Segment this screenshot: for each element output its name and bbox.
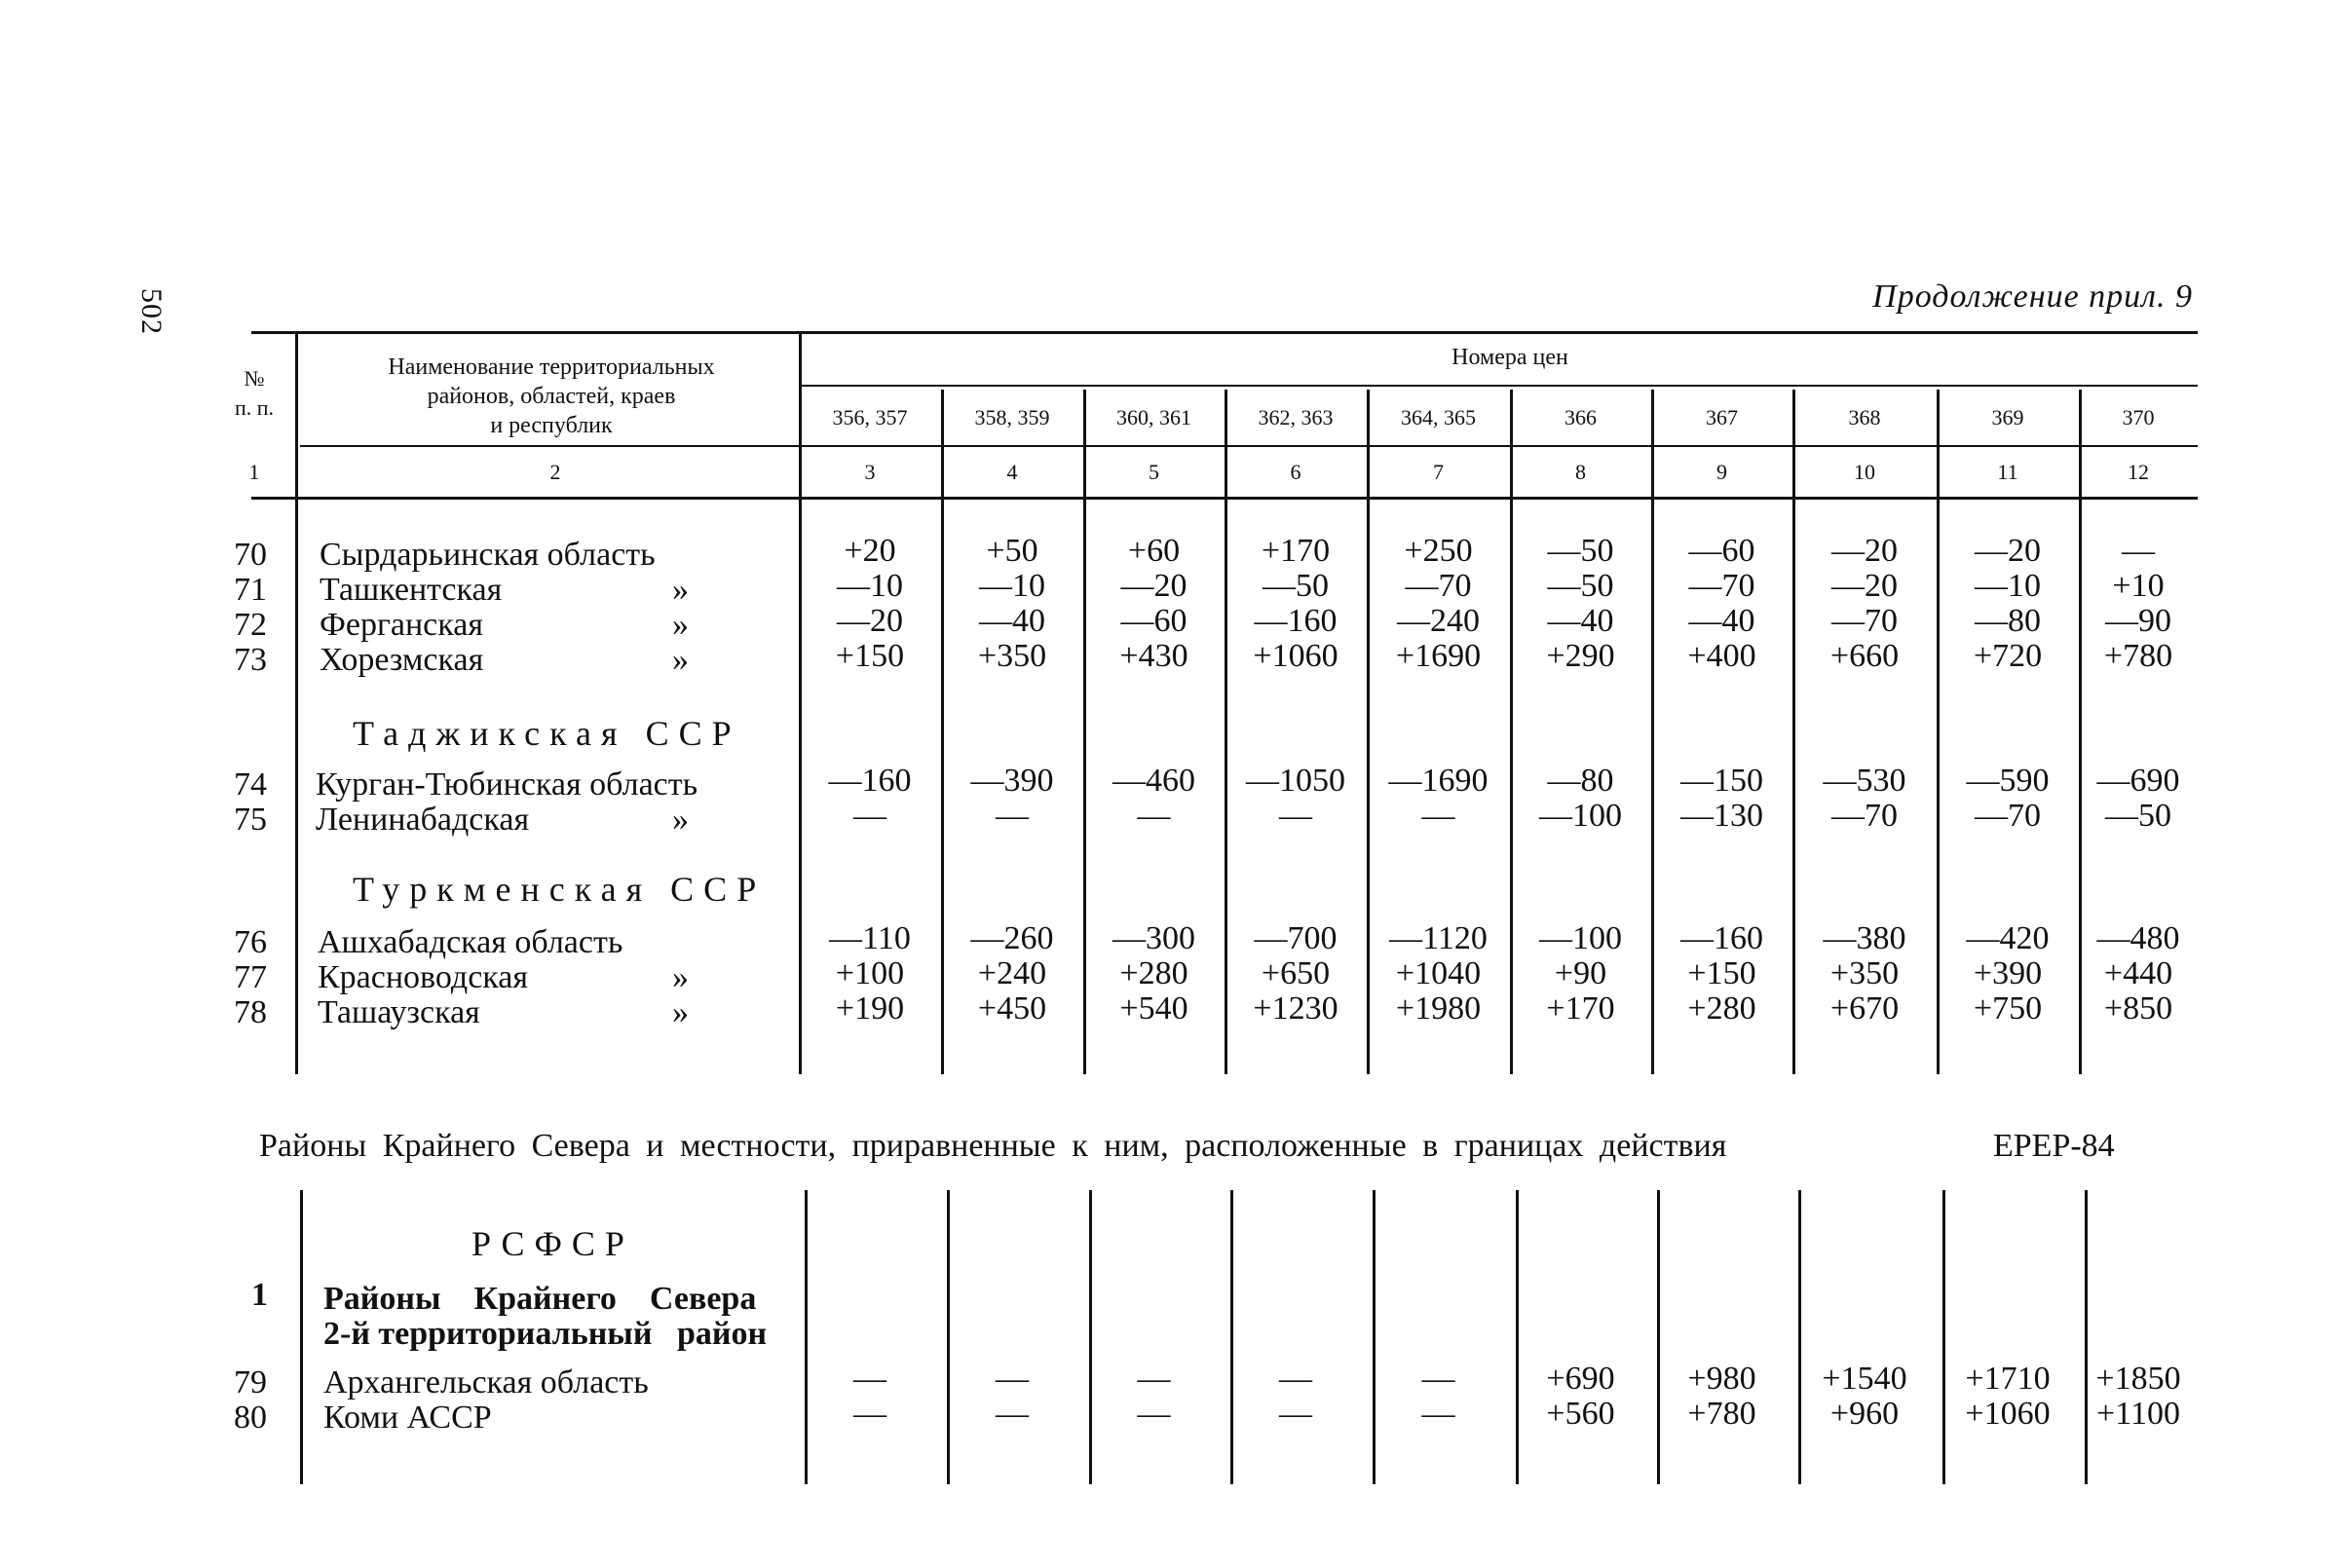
table-cell: —50: [1547, 533, 1614, 569]
table-vertical-rule: [1373, 1190, 1376, 1484]
price-col-header: 368: [1848, 405, 1881, 429]
col-number: 3: [864, 460, 876, 484]
ditto-mark: »: [672, 642, 689, 678]
table-cell: —70: [1831, 798, 1898, 834]
table-cell: +1710: [1965, 1361, 2051, 1397]
table-cell: —50: [1263, 568, 1329, 604]
table-cell: —390: [970, 763, 1054, 799]
ditto-mark: »: [672, 959, 689, 995]
table-cell: —160: [1680, 920, 1763, 956]
table-cell: +100: [835, 955, 905, 991]
table-cell: —1120: [1389, 920, 1488, 956]
table-cell: +670: [1829, 990, 1900, 1027]
table-cell: —50: [2105, 798, 2171, 834]
table-cell: +1540: [1822, 1361, 1907, 1397]
row-number: 70: [234, 537, 267, 573]
table-cell: —80: [1547, 763, 1614, 799]
col-number: 8: [1575, 460, 1586, 484]
table-cell: +850: [2103, 990, 2173, 1027]
table-cell: —: [996, 1396, 1029, 1432]
table-vertical-rule: [1657, 1190, 1660, 1484]
table-cell: +1100: [2096, 1396, 2180, 1432]
table-vertical-rule: [1942, 1190, 1945, 1484]
table-cell: —480: [2096, 920, 2180, 956]
price-col-header: 360, 361: [1116, 405, 1191, 429]
table-cell: —: [1279, 798, 1312, 834]
col-number: 11: [1997, 460, 2018, 484]
table-cell: —460: [1112, 763, 1195, 799]
table-cell: —130: [1680, 798, 1763, 834]
table-cell: —10: [1975, 568, 2041, 604]
table-cell: +540: [1119, 990, 1188, 1027]
table-cell: —20: [1975, 533, 2041, 569]
col-number: 9: [1716, 460, 1727, 484]
region-name: Сырдарьинская область: [320, 537, 656, 573]
table-cell: —420: [1966, 920, 2050, 956]
table-cell: +170: [1261, 533, 1331, 569]
price-col-header: 367: [1706, 405, 1738, 429]
price-col-header: 370: [2122, 405, 2155, 429]
table-vertical-rule: [1089, 1190, 1092, 1484]
table-cell: +390: [1973, 955, 2043, 991]
table-cell: +150: [1687, 955, 1756, 991]
price-col-header: 358, 359: [974, 405, 1050, 429]
table-cell: +440: [2103, 955, 2173, 991]
region-name: Красноводская: [318, 959, 529, 995]
col-number: 7: [1433, 460, 1444, 484]
subsection-number: 1: [251, 1277, 268, 1313]
ditto-mark: »: [672, 802, 689, 838]
region-name: Хорезмская: [320, 642, 484, 678]
table-cell: —40: [979, 603, 1045, 639]
price-col-header: 369: [1991, 405, 2024, 429]
table-cell: +240: [977, 955, 1047, 991]
ditto-mark: »: [672, 607, 689, 643]
table-cell: —40: [1547, 603, 1614, 639]
row-number: 77: [234, 959, 267, 995]
table-cell: —60: [1688, 533, 1755, 569]
table-cell: +350: [977, 638, 1047, 674]
table-cell: —20: [1831, 568, 1898, 604]
row-number: 80: [234, 1400, 267, 1436]
table-cell: +1040: [1395, 955, 1482, 991]
row-number: 76: [234, 924, 267, 960]
row-number: 74: [234, 766, 267, 803]
table-cell: +290: [1546, 638, 1615, 674]
table-cell: —: [1137, 1361, 1171, 1397]
table-cell: +780: [2103, 638, 2173, 674]
table-cell: —1050: [1246, 763, 1345, 799]
table-cell: +60: [1127, 533, 1181, 569]
region-name: Ашхабадская область: [318, 924, 623, 960]
table-cell: —80: [1975, 603, 2041, 639]
table-cell: +430: [1119, 638, 1188, 674]
table-cell: +660: [1829, 638, 1900, 674]
table-vertical-rule: [300, 1190, 303, 1484]
table-cell: —: [1137, 1396, 1171, 1432]
table-cell: +50: [986, 533, 1038, 569]
table-cell: —70: [1405, 568, 1472, 604]
table-cell: —160: [1254, 603, 1338, 639]
table-cell: —10: [837, 568, 903, 604]
table-cell: +1230: [1253, 990, 1338, 1027]
ditto-mark: »: [672, 994, 689, 1030]
ditto-mark: »: [672, 572, 689, 608]
table-cell: +720: [1973, 638, 2043, 674]
continuation-note: Продолжение прил. 9: [1872, 279, 2193, 315]
price-col-header: 356, 357: [832, 405, 908, 429]
region-name: Ферганская: [320, 607, 484, 643]
table-vertical-rule: [947, 1190, 950, 1484]
section-turkmen-ssr: Туркменская ССР: [353, 870, 767, 909]
table-cell: —: [996, 798, 1029, 834]
table-cell: —70: [1688, 568, 1755, 604]
table-cell: —20: [1831, 533, 1898, 569]
table-cell: —300: [1112, 920, 1195, 956]
section-rsfsr: РСФСР: [471, 1224, 634, 1263]
table-cell: —260: [970, 920, 1054, 956]
table-cell: —: [1279, 1396, 1312, 1432]
table-cell: —90: [2105, 603, 2171, 639]
table-cell: +400: [1687, 638, 1756, 674]
table-cell: —40: [1688, 603, 1755, 639]
table-cell: —530: [1823, 763, 1906, 799]
table-cell: —: [1421, 1361, 1455, 1397]
section-tajik-ssr: Таджикская ССР: [353, 714, 741, 753]
table-cell: +650: [1261, 955, 1331, 991]
row-number: 78: [234, 994, 267, 1030]
table-cell: —: [2122, 533, 2155, 569]
table-cell: —240: [1397, 603, 1480, 639]
table-cell: +190: [835, 990, 905, 1027]
region-name: Ташкентская: [320, 572, 503, 608]
prices-group-header: Номера цен: [1451, 345, 1568, 370]
north-regions-caption: Районы Крайнего Севера и местности, приравненные к ним, расположенные в границах действия: [259, 1128, 1727, 1164]
col-number: 5: [1149, 460, 1159, 484]
col-number: 1: [248, 460, 260, 484]
table-cell: +250: [1404, 533, 1473, 569]
table-cell: —: [853, 1396, 886, 1432]
table-cell: +90: [1554, 955, 1607, 991]
table-vertical-rule: [1516, 1190, 1519, 1484]
row-number: 75: [234, 802, 267, 838]
table-cell: —: [1421, 1396, 1455, 1432]
table-cell: +1060: [1965, 1396, 2051, 1432]
table-cell: +780: [1687, 1396, 1756, 1432]
row-number: 72: [234, 607, 267, 643]
table-cell: —20: [1120, 568, 1187, 604]
table-cell: —160: [828, 763, 912, 799]
table-top-rule: [251, 331, 2198, 334]
page-number: 502: [135, 288, 168, 335]
price-col-header: 366: [1564, 405, 1597, 429]
table-cell: —60: [1120, 603, 1187, 639]
table-cell: —20: [837, 603, 903, 639]
name-col-header: Наименование территориальных районов, областей, краев и республик: [388, 355, 715, 438]
table-cell: +690: [1546, 1361, 1615, 1397]
table-cell: +150: [835, 638, 905, 674]
col-number: 10: [1854, 460, 1875, 484]
region-name: Архангельская область: [323, 1364, 649, 1400]
table-cell: —380: [1823, 920, 1906, 956]
table-cell: —: [1421, 798, 1455, 834]
table-cell: —590: [1966, 763, 2050, 799]
table-cell: —150: [1680, 763, 1763, 799]
table-cell: —: [853, 1361, 886, 1397]
col-number: 6: [1290, 460, 1301, 484]
table-cell: —: [1279, 1361, 1312, 1397]
table-cell: —: [996, 1361, 1029, 1397]
table-cell: +280: [1119, 955, 1188, 991]
table-cell: +1690: [1395, 638, 1482, 674]
table-cell: +1060: [1253, 638, 1338, 674]
header-bottom-rule: [300, 445, 2198, 447]
table-cell: +20: [844, 533, 896, 569]
table-vertical-rule: [295, 334, 298, 1074]
price-col-header: 362, 363: [1258, 405, 1334, 429]
table-cell: —: [1137, 798, 1171, 834]
table-vertical-rule: [1230, 1190, 1233, 1484]
row-number: 73: [234, 642, 267, 678]
north-regions-code: ЕРЕР-84: [1993, 1128, 2115, 1164]
region-name: Ленинабадская: [316, 802, 530, 838]
table-cell: —110: [829, 920, 911, 956]
table-cell: —50: [1547, 568, 1614, 604]
row-number: 71: [234, 572, 267, 608]
table-vertical-rule: [1798, 1190, 1801, 1484]
col-number: 2: [549, 460, 561, 484]
region-name: Курган-Тюбинская область: [316, 766, 698, 803]
table-cell: +170: [1546, 990, 1615, 1027]
table-cell: —100: [1539, 920, 1622, 956]
col-number: 4: [1006, 460, 1018, 484]
table-vertical-rule: [2085, 1190, 2088, 1484]
subsection-line-1: Районы Крайнего Севера: [323, 1281, 757, 1317]
prices-group-rule: [799, 385, 2198, 387]
table-cell: +10: [2112, 568, 2165, 604]
table-cell: +280: [1687, 990, 1756, 1027]
col-number: 12: [2128, 460, 2149, 484]
table-cell: —70: [1831, 603, 1898, 639]
table-cell: +1980: [1395, 990, 1482, 1027]
table-cell: +350: [1829, 955, 1900, 991]
region-name: Коми АССР: [323, 1400, 492, 1436]
table-cell: +750: [1973, 990, 2043, 1027]
table-cell: +560: [1546, 1396, 1615, 1432]
table-cell: —70: [1975, 798, 2041, 834]
table-cell: —10: [979, 568, 1045, 604]
subsection-line-2: 2-й территориальный район: [323, 1316, 768, 1352]
row-number: 79: [234, 1364, 267, 1400]
table-cell: +450: [977, 990, 1047, 1027]
table-cell: +980: [1687, 1361, 1756, 1397]
num-col-header: № п. п.: [234, 366, 275, 420]
region-name: Ташаузская: [318, 994, 480, 1030]
table-cell: —: [853, 798, 886, 834]
table-cell: —100: [1539, 798, 1622, 834]
table-vertical-rule: [805, 1190, 808, 1484]
table-cell: —1690: [1388, 763, 1489, 799]
table-cell: —690: [2096, 763, 2180, 799]
table-cell: +960: [1829, 1396, 1900, 1432]
table-cell: +1850: [2095, 1361, 2181, 1397]
table-cell: —700: [1254, 920, 1338, 956]
price-col-header: 364, 365: [1401, 405, 1476, 429]
